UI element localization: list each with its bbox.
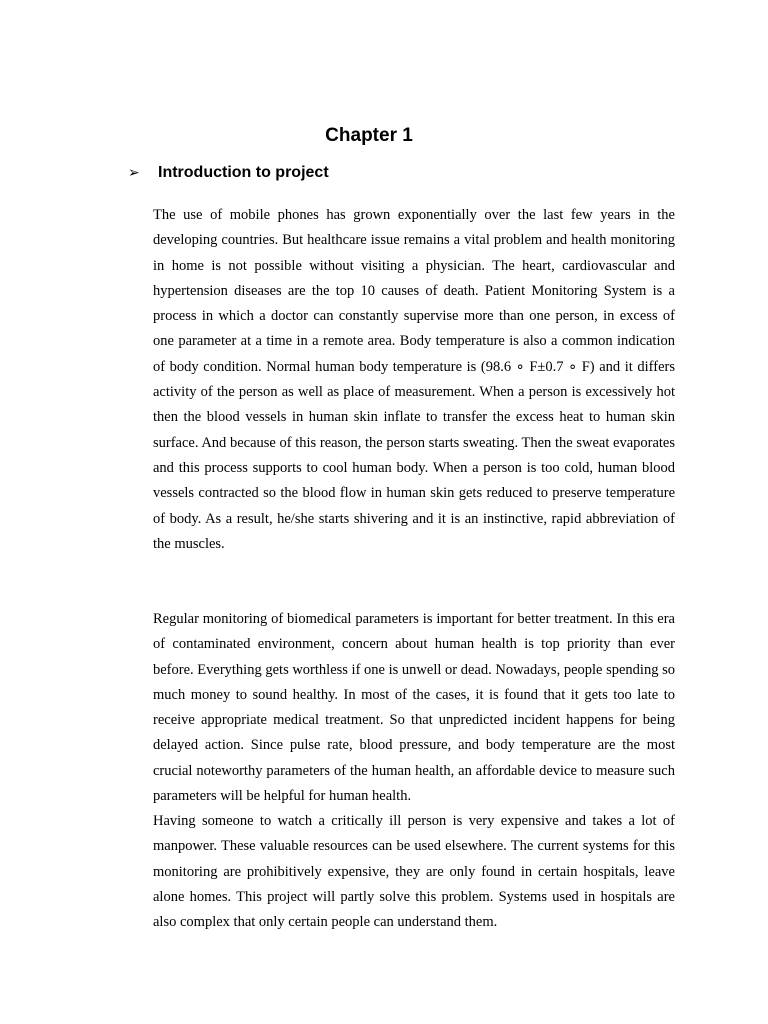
arrow-bullet-icon: ➢ bbox=[128, 165, 140, 181]
chapter-title: Chapter 1 bbox=[325, 125, 413, 146]
paragraph-3: Having someone to watch a critically ill person is very expensive and takes a lot of manpower. These valuable resources can be used elsewhere. The current systems for this monitoring are prohibitively expensive, they are only found in certain hospitals, leave alone homes. This project will partly solve this problem. Systems used in hospitals are also complex that only certain people can understand them. bbox=[153, 813, 675, 931]
paragraph-2: Regular monitoring of biomedical parameters is important for better treatment. In this era of contaminated environment, concern about human health is top priority than ever before. Everything gets worthless if one is unwell or dead. Nowadays, people spending so much money to sound healthy. In most of the cases, it is found that it gets too late to receive appropriate medical treatment. So that unpredicted incident happens for being delayed action. Since pulse rate, blood pressure, and body temperature are the most crucial noteworthy parameters of the human health, an affordable device to measure such parameters will be helpful for human health. bbox=[153, 611, 675, 805]
paragraph-1: The use of mobile phones has grown exponentially over the last few years in the developing countries. But healthcare issue remains a vital problem and health monitoring in home is not possible without visiting a physician. The heart, cardiovascular and hypertension diseases are the top 10 causes of death. Patient Monitoring System is a process in which a doctor can constantly supervise more than one person, in excess of one parameter at a time in a remote area. Body temperature is also a common indication of body condition. Normal human body temperature is (98.6 ∘ F±0.7 ∘ F) and it differs activity of the person as well as place of measurement. When a person is excessively hot then the blood vessels in human skin inflate to transfer the excess heat to human skin surface. And because of this reason, the person starts sweating. Then the sweat evaporates and this process supports to cool human body. When a person is too cold, human blood vessels contracted so the blood flow in human skin gets reduced to preserve temperature of body. As a result, he/she starts shivering and it is an instinctive, rapid abbreviation of the muscles. bbox=[153, 207, 675, 552]
section-heading bbox=[128, 160, 329, 186]
section-heading-text: Introduction to project bbox=[158, 164, 329, 181]
